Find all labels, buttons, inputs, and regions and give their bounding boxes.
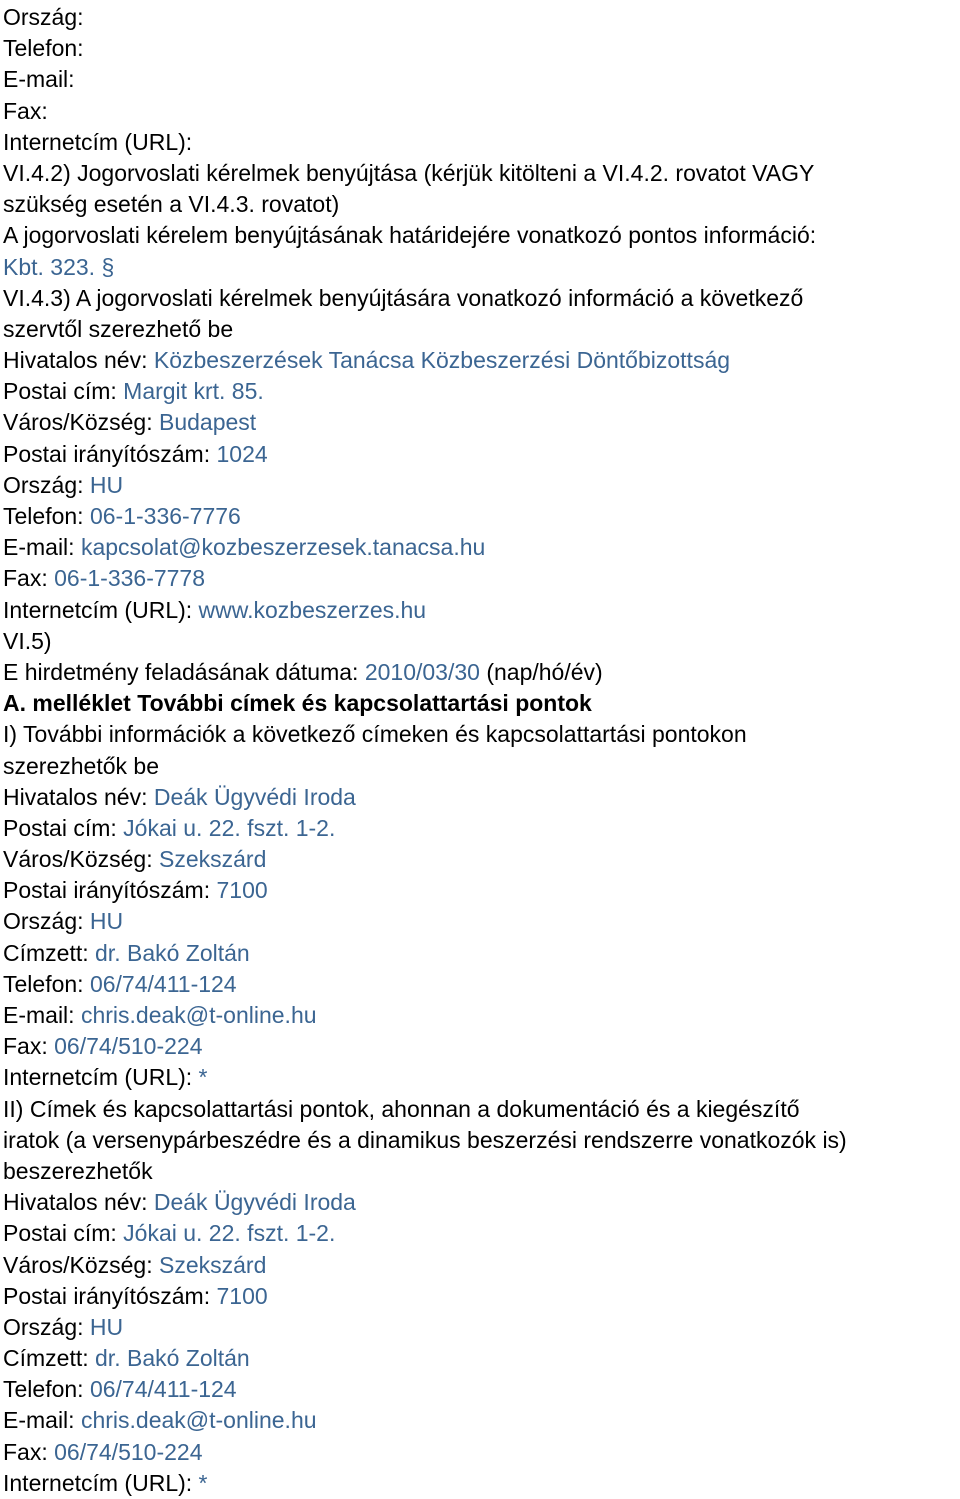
- document-line: [3, 751, 958, 782]
- field-label: Címzett:: [3, 939, 89, 966]
- document-line: [3, 407, 958, 438]
- document-line: [3, 33, 958, 64]
- document-line: [3, 189, 958, 220]
- field-label: A jogorvoslati kérelem benyújtásának határidejére vonatkozó pontos információ:: [3, 222, 817, 249]
- field-value: 06/74/411-124: [89, 970, 237, 997]
- document-line: [3, 2, 958, 33]
- document-line: [3, 158, 958, 189]
- field-label: Internetcím (URL):: [3, 128, 193, 155]
- field-label: VI.4.2) Jogorvoslati kérelmek benyújtása (kérjük kitölteni a VI.4.2. rovatot VAGY: [3, 159, 815, 186]
- document-line: [3, 220, 958, 251]
- document-line: [3, 1405, 958, 1436]
- field-label: Ország:: [3, 4, 84, 30]
- field-suffix: (nap/hó/év): [486, 658, 603, 685]
- field-label: II) Címek és kapcsolattartási pontok, ahonnan a dokumentáció és a kiegészítő: [3, 1095, 800, 1122]
- field-value: Jókai u. 22. fszt. 1-2.: [123, 814, 336, 841]
- field-value: 06-1-336-7776: [89, 503, 241, 529]
- field-label: Ország:: [3, 471, 84, 498]
- document-line: [3, 345, 958, 376]
- field-label: Hivatalos név:: [3, 783, 148, 810]
- field-label: Internetcím (URL):: [3, 1469, 193, 1496]
- field-value: 7100: [216, 877, 268, 904]
- document-line: [3, 1468, 958, 1499]
- document-line: [3, 1125, 958, 1156]
- field-value: kapcsolat@kozbeszerzesek.tanacsa.hu: [80, 534, 486, 561]
- field-label: E hirdetmény feladásának dátuma:: [3, 658, 359, 685]
- document-line: [3, 532, 958, 563]
- field-value: Deák Ügyvédi Iroda: [153, 1189, 356, 1216]
- field-value: 1024: [216, 440, 268, 467]
- field-label: Postai cím:: [3, 814, 117, 841]
- document-line: [3, 283, 958, 314]
- document-line: [3, 1062, 958, 1093]
- field-value: Szekszárd: [158, 1251, 267, 1278]
- field-label: Hivatalos név:: [3, 347, 148, 374]
- field-value: Deák Ügyvédi Iroda: [153, 783, 356, 810]
- field-value: 06-1-336-7778: [54, 565, 206, 592]
- document-line: [3, 844, 958, 875]
- field-value: Kbt. 323. §: [3, 253, 115, 280]
- field-value: Közbeszerzések Tanácsa Közbeszerzési Döntőbizottság: [153, 347, 731, 374]
- field-label: szervtől szerezhető be: [3, 315, 234, 342]
- field-label: Postai irányítószám:: [3, 440, 211, 467]
- field-label: Fax:: [3, 1033, 48, 1060]
- document-line: [3, 252, 958, 283]
- document-line: [3, 1374, 958, 1405]
- field-label: A. melléklet További címek és kapcsolattartási pontok: [3, 690, 592, 717]
- document-line: [3, 1187, 958, 1218]
- field-value: Jókai u. 22. fszt. 1-2.: [123, 1220, 336, 1247]
- field-label: E-mail:: [3, 1407, 75, 1434]
- document-line: [3, 813, 958, 844]
- field-value: www.kozbeszerzes.hu: [198, 596, 427, 623]
- field-value: 06/74/510-224: [54, 1033, 203, 1060]
- document-line: [3, 595, 958, 626]
- field-label: Ország:: [3, 1313, 84, 1340]
- field-value: HU: [89, 471, 124, 498]
- document-line: [3, 1218, 958, 1249]
- field-value: 06/74/510-224: [54, 1438, 203, 1465]
- document-line: [3, 969, 958, 1000]
- document-line: [3, 906, 958, 937]
- field-label: Város/Község:: [3, 1251, 153, 1278]
- field-label: E-mail:: [3, 66, 75, 93]
- field-value: dr. Bakó Zoltán: [95, 1345, 250, 1372]
- document-line: [3, 127, 958, 158]
- field-value: 06/74/411-124: [89, 1376, 237, 1403]
- document-line: [3, 64, 958, 95]
- document-line: [3, 563, 958, 594]
- document-line: [3, 1000, 958, 1031]
- field-value: 7100: [216, 1282, 268, 1309]
- field-label: Postai cím:: [3, 1220, 117, 1247]
- document-line: [3, 376, 958, 407]
- field-label: Postai irányítószám:: [3, 1282, 211, 1309]
- field-label: Címzett:: [3, 1345, 89, 1372]
- field-value: Szekszárd: [158, 846, 267, 873]
- field-label: Város/Község:: [3, 846, 153, 873]
- field-value: *: [198, 1064, 208, 1091]
- field-label: Fax:: [3, 1438, 48, 1465]
- document-line: [3, 1156, 958, 1187]
- document-line: [3, 688, 958, 719]
- field-label: Telefon:: [3, 503, 84, 529]
- field-label: E-mail:: [3, 534, 75, 561]
- field-label: Ország:: [3, 908, 84, 935]
- document-line: [3, 1094, 958, 1125]
- document-line: [3, 938, 958, 969]
- document-line: [3, 875, 958, 906]
- field-value: chris.deak@t-online.hu: [80, 1407, 317, 1434]
- document-line: [3, 96, 958, 127]
- field-label: Telefon:: [3, 1376, 84, 1403]
- document-line: [3, 1281, 958, 1312]
- field-label: Postai irányítószám:: [3, 877, 211, 904]
- field-value: HU: [89, 1313, 124, 1340]
- field-value: Margit krt. 85.: [123, 378, 264, 405]
- document-line: [3, 1312, 958, 1343]
- field-value: HU: [89, 908, 124, 935]
- document-line: [3, 470, 958, 501]
- field-label: VI.5): [3, 627, 52, 654]
- field-label: VI.4.3) A jogorvoslati kérelmek benyújtására vonatkozó információ a következő: [3, 284, 804, 311]
- document-line: [3, 782, 958, 813]
- field-label: beszerezhetők: [3, 1157, 153, 1184]
- field-value: 2010/03/30: [364, 658, 480, 685]
- field-value: *: [198, 1469, 208, 1496]
- field-label: Fax:: [3, 565, 48, 592]
- document-line: [3, 657, 958, 688]
- document-line: [3, 626, 958, 657]
- document-line: [3, 439, 958, 470]
- field-label: E-mail:: [3, 1002, 75, 1028]
- field-label: Postai cím:: [3, 378, 117, 405]
- document-line: [3, 719, 958, 750]
- document-line: [3, 501, 958, 532]
- field-label: Telefon:: [3, 35, 84, 62]
- field-label: iratok (a versenypárbeszédre és a dinamikus beszerzési rendszerre vonatkozók is): [3, 1126, 847, 1153]
- document-line: [3, 314, 958, 345]
- document-line: [3, 1343, 958, 1374]
- field-label: szükség esetén a VI.4.3. rovatot): [3, 191, 340, 218]
- field-label: I) További információk a következő címeken és kapcsolattartási pontokon: [3, 721, 747, 748]
- field-value: dr. Bakó Zoltán: [95, 939, 250, 966]
- field-label: Hivatalos név:: [3, 1189, 148, 1216]
- field-label: Fax:: [3, 97, 48, 124]
- document-line: [3, 1250, 958, 1281]
- field-value: chris.deak@t-online.hu: [80, 1002, 317, 1028]
- field-label: Internetcím (URL):: [3, 596, 193, 623]
- field-label: Telefon:: [3, 970, 84, 997]
- field-label: Város/Község:: [3, 409, 153, 436]
- document-line: [3, 1031, 958, 1062]
- field-value: Budapest: [158, 409, 257, 436]
- field-label: Internetcím (URL):: [3, 1064, 193, 1091]
- field-label: szerezhetők be: [3, 752, 159, 779]
- document-line: [3, 1437, 958, 1468]
